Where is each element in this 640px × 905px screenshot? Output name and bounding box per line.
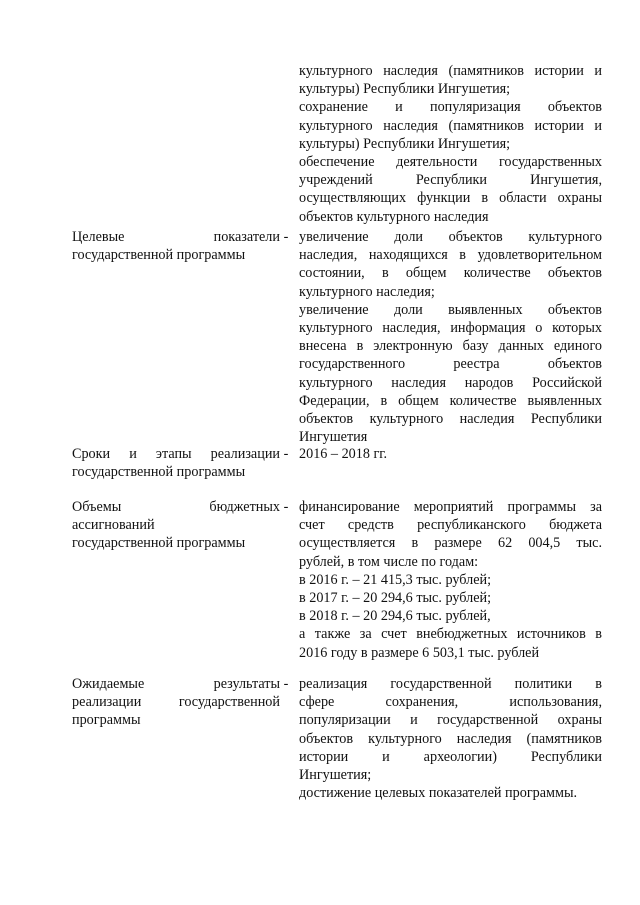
text-line: объектов культурного наследия	[299, 208, 489, 225]
text-line: культурного наследия;	[299, 283, 435, 300]
text-line: Ингушетия;	[299, 766, 372, 783]
text-line: государственного реестра объектов	[299, 356, 602, 373]
text-line: культурного наследия народов Российской	[299, 374, 602, 391]
section-label	[72, 445, 280, 481]
text-line: Ингушетия	[299, 429, 368, 446]
text-line: осуществляющих функции в области охраны	[299, 190, 602, 207]
text-line: внесена в электронную базу данных единого	[299, 338, 602, 355]
text-line: увеличение доли объектов культурного	[299, 229, 602, 245]
label-line: программы	[72, 712, 141, 729]
text-line: достижение целевых показателей программы.	[299, 785, 578, 802]
label-line: Целевые показатели	[72, 229, 280, 245]
text-line: культурного наследия (памятников истории и	[299, 117, 602, 134]
text-line: культуры) Республики Ингушетия;	[299, 81, 511, 98]
text-line: в 2017 г. – 20 294,6 тыс. рублей;	[299, 589, 492, 606]
text-line: реализация государственной политики в	[299, 676, 602, 692]
section-content	[299, 675, 602, 802]
text-line: истории и археологии) Республики	[299, 748, 602, 765]
text-line: увеличение доли выявленных объектов	[299, 301, 602, 318]
text-line: финансирование мероприятий программы за	[299, 499, 602, 515]
text-line: 2016 – 2018 гг.	[299, 446, 388, 462]
text-line: обеспечение деятельности государственных	[299, 153, 602, 170]
text-line: наследия, находящихся в удовлетворительном	[299, 247, 602, 264]
label-dash: -	[283, 499, 289, 515]
text-line: объектов культурного наследия Республики	[299, 410, 602, 427]
section-label	[72, 675, 280, 730]
text-line: объектов культурного наследия (памятников	[299, 730, 602, 747]
section-label	[72, 498, 280, 553]
text-line: а также за счет внебюджетных источников в	[299, 626, 602, 643]
text-line: Федерации, в общем количестве выявленных	[299, 392, 602, 409]
text-line: культурного наследия, информация о которых	[299, 319, 602, 336]
label-line: государственной программы	[72, 247, 246, 264]
text-line: популяризации и государственной охраны	[299, 712, 602, 729]
text-line: культуры) Республики Ингушетия;	[299, 135, 511, 152]
section-content	[299, 228, 602, 446]
label-line: Сроки и этапы реализации	[72, 446, 280, 462]
text-line: состоянии, в общем количестве объектов	[299, 265, 602, 282]
label-line: ассигнований	[72, 517, 155, 534]
label-dash: -	[283, 676, 289, 692]
label-line: государственной программы	[72, 535, 246, 552]
text-line: счет средств республиканского бюджета	[299, 517, 602, 534]
text-line: учреждений Республики Ингушетия,	[299, 172, 602, 189]
text-line: сохранение и популяризация объектов	[299, 99, 602, 116]
label-line: Объемы бюджетных	[72, 499, 280, 515]
label-line: государственной программы	[72, 464, 246, 481]
label-line: реализации государственной	[72, 694, 280, 711]
label-dash: -	[283, 446, 289, 462]
text-line: сфере сохранения, использования,	[299, 694, 602, 711]
section-content	[299, 445, 602, 463]
text-line: осуществляется в размере 62 004,5 тыс.	[299, 535, 602, 552]
label-line: Ожидаемые результаты	[72, 676, 280, 692]
text-line: в 2016 г. – 21 415,3 тыс. рублей;	[299, 571, 492, 588]
text-line: рублей, в том числе по годам:	[299, 553, 479, 570]
section-label	[72, 228, 280, 264]
continuation-text	[299, 62, 602, 226]
text-line: в 2018 г. – 20 294,6 тыс. рублей,	[299, 608, 491, 625]
text-line: 2016 году в размере 6 503,1 тыс. рублей	[299, 644, 540, 661]
section-content	[299, 498, 602, 662]
label-dash: -	[283, 229, 289, 245]
text-line: культурного наследия (памятников истории и	[299, 63, 602, 79]
